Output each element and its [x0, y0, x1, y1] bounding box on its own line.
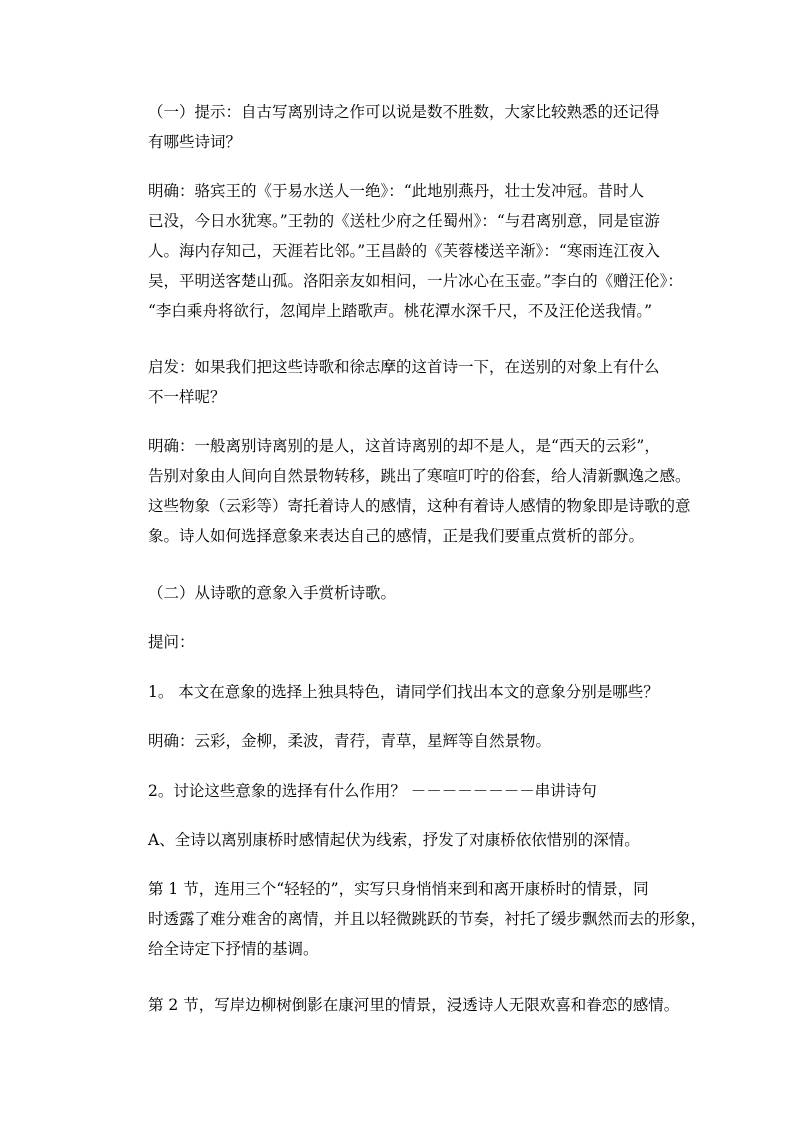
text-line: 1。 本文在意象的选择上独具特色，请同学们找出本文的意象分别是哪些？: [148, 683, 659, 701]
text-line: 有哪些诗词？: [148, 133, 242, 151]
paragraph-stanza-one: [112, 874, 707, 964]
text-line: 不一样呢？: [148, 388, 226, 406]
text-line: 明确：云彩，金柳，柔波，青荇，青草，星辉等自然景物。: [148, 732, 552, 750]
text-line: 提问：: [148, 633, 195, 651]
text-line: 这些物象（云彩等）寄托着诗人的感情，这种有着诗人感情的物象即是诗歌的意: [148, 497, 691, 515]
text-line: 告别对象由人间向自然景物转移，跳出了寒喧叮咛的俗套，给人清新飘逸之感。: [148, 467, 691, 485]
paragraph-point-a: [148, 825, 684, 855]
paragraph-question-label: [148, 627, 684, 657]
text-line: （一）提示：自古写离别诗之作可以说是数不胜数，大家比较熟悉的还记得: [148, 103, 660, 121]
text-line: “李白乘舟将欲行，忽闻岸上踏歌声。桃花潭水深千尺，不及汪伦送我情。”: [148, 302, 653, 320]
text-line: 明确：一般离别诗离别的是人，这首诗离别的却不是人，是“西天的云彩”，: [148, 437, 660, 455]
text-line: 人。海内存知己，天涯若比邻。”王昌龄的《芙蓉楼送辛渐》：“寒雨连江夜入: [148, 242, 660, 260]
text-line: 第 2 节，写岸边柳树倒影在康河里的情景，浸透诗人无限欢喜和眷恋的感情。: [148, 996, 680, 1014]
text-line: 明确：骆宾王的《于易水送人一绝》：“此地别燕丹，壮士发冲冠。昔时人: [148, 182, 645, 200]
text-line: 吴，平明送客楚山孤。洛阳亲友如相问，一片冰心在玉壶。”李白的《赠汪伦》：: [148, 272, 683, 290]
text-line: 启发：如果我们把这些诗歌和徐志摩的这首诗一下，在送别的对象上有什么: [148, 358, 660, 376]
text-line: 第 1 节，连用三个“轻轻的”，实写只身悄悄来到和离开康桥时的情景，同: [148, 880, 649, 898]
paragraph-stanza-two: [148, 990, 696, 1020]
section-heading-two: [148, 578, 684, 608]
paragraph-answer-images: [148, 726, 684, 756]
text-line: 已没，今日水犹寒。”王勃的《送杜少府之任蜀州》：“与君离别意，同是宦游: [148, 212, 660, 230]
paragraph-prompt-one: [112, 97, 684, 157]
text-line: 象。诗人如何选择意象来表达自己的感情，正是我们要重点赏析的部分。: [148, 527, 645, 545]
text-line: 2。讨论这些意象的选择有什么作用？ －－－－－－－－串讲诗句: [148, 782, 597, 800]
text-line: 时透露了难分难舍的离情，并且以轻微跳跃的节奏，衬托了缓步飘然而去的形象，: [148, 910, 707, 928]
paragraph-inspiration: [112, 352, 684, 412]
paragraph-answer-poems: [112, 176, 684, 326]
paragraph-question-two: [148, 776, 684, 806]
paragraph-question-one: [148, 677, 684, 707]
text-line: A、全诗以离别康桥时感情起伏为线索，抒发了对康桥依依惜别的深情。: [148, 831, 640, 849]
text-line: （二）从诗歌的意象入手赏析诗歌。: [148, 584, 397, 602]
text-line: 给全诗定下抒情的基调。: [148, 940, 319, 958]
paragraph-answer-imagery: [112, 431, 691, 551]
